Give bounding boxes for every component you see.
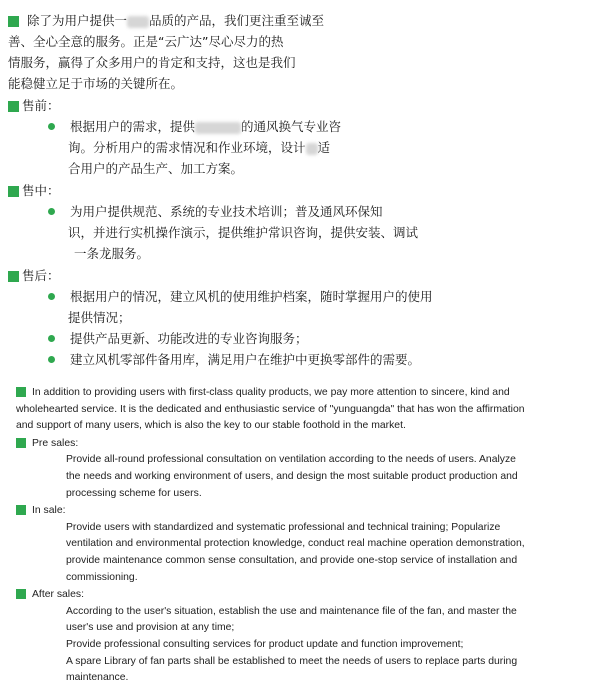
en-after-sales-heading: After sales:: [16, 587, 596, 604]
green-dot-icon: [48, 356, 55, 363]
en-intro-line-2: wholehearted service. It is the dedicated and enthusiastic service of "yunguangda" that has won the affirmation: [16, 403, 525, 415]
zh-pre-sales-bullet: 根据用户的需求，提供 的通风换气专业咨: [8, 116, 598, 137]
en-intro-line-3: and support of many users, which is also the key to our stable foothold in the market.: [16, 420, 406, 432]
zh-pre-sales-line-2: 询。分析用户的需求情况和作业环境，设计 适: [68, 140, 331, 155]
green-square-icon: [16, 387, 26, 397]
zh-after-sales-heading: 售后：: [8, 265, 598, 286]
chinese-service-section: [8, 10, 598, 370]
zh-pre-sales-line-3: 合用户的产品生产、加工方案。: [68, 161, 244, 176]
en-in-sale-heading: In sale:: [16, 503, 596, 520]
zh-intro-line-2: 善、全心全意的服务。正是“云广达”尽心尽力的热: [8, 34, 284, 49]
blurred-text-redaction: [195, 122, 241, 134]
green-dot-icon: [48, 335, 55, 342]
en-pre-sales-heading: Pre sales:: [16, 436, 596, 453]
en-pre-sales-line-1: Provide all-round professional consultation on ventilation according to the needs of users. Analyze: [66, 454, 516, 466]
en-after-sales-line-3: Provide professional consulting services for product update and function improvement;: [66, 638, 464, 650]
en-after-sales-line-4: A spare Library of fan parts shall be established to meet the needs of users to replace parts during: [66, 655, 518, 667]
zh-intro-line-4: 能稳健立足于市场的关键所在。: [8, 76, 184, 91]
en-in-sale-line-4: commissioning.: [66, 571, 138, 583]
zh-in-sale-line-2: 识，并进行实机操作演示，提供维护常识咨询，提供安装、调试: [68, 225, 419, 240]
green-square-icon: [16, 589, 26, 599]
zh-pre-sales-heading: 售前：: [8, 95, 598, 116]
zh-after-sales-bullet-2: 提供产品更新、功能改进的专业咨询服务；: [8, 328, 598, 349]
green-dot-icon: [48, 123, 55, 130]
green-square-icon: [8, 16, 19, 27]
green-dot-icon: [48, 293, 55, 300]
green-square-icon: [8, 101, 19, 112]
green-square-icon: [8, 186, 19, 197]
zh-in-sale-line-3: 一条龙服务。: [74, 246, 150, 261]
zh-intro-line-3: 情服务，赢得了众多用户的肯定和支持，这也是我们: [8, 55, 296, 70]
green-square-icon: [16, 505, 26, 515]
en-pre-sales-line-2: the needs and working environment of users, and design the most suitable product production and: [66, 470, 518, 482]
blurred-text-redaction: [306, 143, 318, 155]
zh-after-sales-bullet-3: 建立风机零部件备用库，满足用户在维护中更换零部件的需要。: [8, 349, 598, 370]
green-square-icon: [16, 438, 26, 448]
zh-after-sales-line-2: 提供情况；: [68, 310, 131, 325]
en-in-sale-line-3: provide maintenance common sense consultation, and provide one-stop service of installation and: [66, 554, 518, 566]
green-square-icon: [8, 271, 19, 282]
english-service-section: [16, 385, 596, 687]
zh-after-sales-bullet-1: 根据用户的情况，建立风机的使用维护档案，随时掌握用户的使用: [8, 286, 598, 307]
zh-in-sale-heading: 售中：: [8, 180, 598, 201]
zh-intro-line-1: 除了为用户提供一 品质的产品，我们更注重至诚至: [8, 10, 598, 31]
zh-in-sale-bullet: 为用户提供规范、系统的专业技术培训；普及通风环保知: [8, 201, 598, 222]
en-pre-sales-line-3: processing scheme for users.: [66, 487, 202, 499]
en-in-sale-line-1: Provide users with standardized and systematic professional and technical training; Popularize: [66, 521, 501, 533]
en-in-sale-line-2: ventilation and environmental protection knowledge, conduct real machine operation demonstration,: [66, 538, 525, 550]
blurred-text-redaction: [127, 16, 149, 28]
en-intro-line-1: In addition to providing users with first-class quality products, we pay more attention to sincere, kind and: [16, 385, 596, 402]
green-dot-icon: [48, 208, 55, 215]
en-after-sales-line-1: According to the user's situation, establish the use and maintenance file of the fan, and master the: [66, 605, 517, 617]
en-after-sales-line-5: maintenance.: [66, 672, 129, 684]
en-after-sales-line-2: user's use and provision at any time;: [66, 622, 235, 634]
